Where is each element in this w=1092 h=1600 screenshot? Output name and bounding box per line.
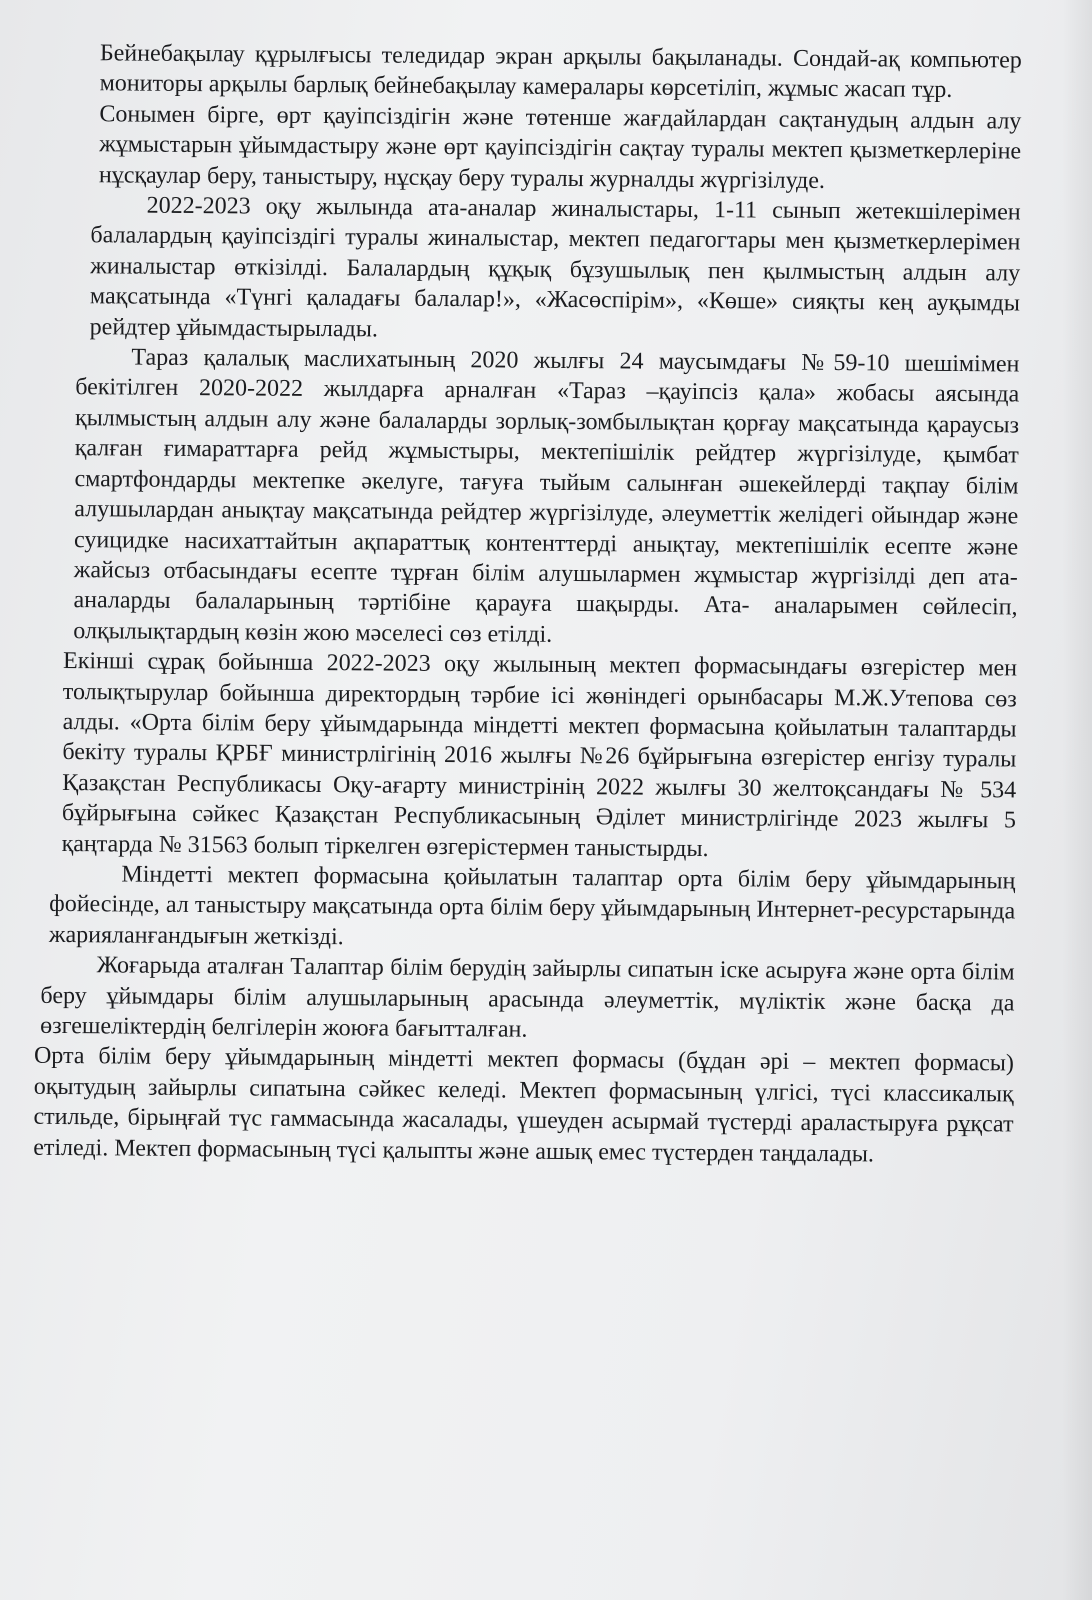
paragraph-parent-meetings: 2022-2023 оқу жылында ата-аналар жиналыстары, 1-11 сынып жетекшілерімен балалардың қауіпсіздігі туралы жиналыстар, мектеп педагогтары мен қызметкерлерімен жиналыстар өткізілді. Балалардың құқық бұзушылық пен қылмыстың алдын алу мақсатында «Түнгі қаладағы балалар!», «Жасөспірім», «Көше» сияқты кең ауқымды рейдтер ұйымдастырылады.	[89, 192, 1021, 343]
paragraph-uniform-style: Орта білім беру ұйымдарының міндетті мектеп формасы (бұдан әрі – мектеп формасы) оқытудың зайырлы сипатына сәйкес келеді. Мектеп формасының үлгісі, түсі классикалық стильде, бірыңғай түс гаммасында жасалады, үшеуден асырмай түстерді араластыруға рұқсат етіледі. Мектеп формасының түсі қалыпты және ашық емес түстерден таңдалады.	[33, 1043, 1015, 1168]
paper-edge-shadow	[1062, 0, 1092, 1600]
paragraph-requirements-purpose: Жоғарыда аталған Талаптар білім берудің зайырлы сипатын іске асыруға және орта білім беру ұйымдары білім алушыларының арасында әлеуметтік, мүліктік және басқа да өзгешеліктердің белгілерін жоюға бағытталған.	[40, 952, 1015, 1043]
paragraph-video-surveillance: Бейнебақылау құрылғысы теледидар экран арқылы бақыланады. Сондай-ақ компьютер мониторы арқылы барлық бейнебақылау камералары көрсетіліп, жұмыс жасап тұр.	[99, 40, 1022, 104]
document-body	[33, 38, 1022, 1171]
paragraph-safe-city-project: Тараз қалалық маслихатының 2020 жылғы 24 маусымдағы №59-10 шешімімен бекітілген 2020-2022 жылдарға арналған «Тараз –қауіпсіз қала» жобасы аясында қылмыстың алдын алу және балаларды зорлық-зомбылықтан қорғау мақсатында қараусыз қалған ғимараттарға рейд жұмыстыры, мектепішілік рейдтер жүргізілуде, қымбат смартфондарды мектепке әкелуге, тағуға тыйым салынған әшекейлерді тақпау білім алушылардан анықтау мақсатында рейдтер жүргізілуде, әлеуметтік желідегі ойындар және суицидке насихаттайтын ақпараттық контенттерді анықтау, мектепішілік есепте және жайсыз отбасындағы есепте тұрған білім алушылармен жұмыстар жүргізілді деп ата-аналарды балаларының тәртібіне қарауға шақырды. Ата- аналарымен сөйлесіп, олқылықтардың көзін жою мәселесі сөз етілді.	[73, 344, 1020, 648]
paragraph-uniform-requirements-published: Міндетті мектеп формасына қойылатын талаптар орта білім беру ұйымдарының фойесінде, ал таныстыру мақсатында орта білім беру ұйымдарының Интернет-ресурстарында жарияланғандығын жеткізді.	[48, 861, 1016, 951]
paragraph-fire-safety: Сонымен бірге, өрт қауіпсіздігін және төтенше жағдайлардан сақтанудың алдын алу жұмыстарын ұйымдастыру және өрт қауіпсіздігін сақтау туралы мектеп қызметкерлеріне нұсқаулар беру, таныстыру, нұсқау беру туралы журналды жүргізілуде.	[98, 101, 1022, 194]
paragraph-school-uniform-changes: Екінші сұрақ бойынша 2022-2023 оқу жылының мектеп формасындағы өзгерістер мен толықтырулар бойынша директордың тәрбие ісі жөніндегі орынбасары М.Ж.Утепова сөз алды. «Орта білім беру ұйымдарында міндетті мектеп формасына қойылатын талаптарды бекіту туралы ҚРБҒ министрлігінің 2016 жылғы №26 бұйрығына өзгерістер енгізу туралы Қазақстан Республикасы Оқу-ағарту министрінің 2022 жылғы 30 желтоқсандағы № 534 бұйрығына сәйкес Қазақстан Республикасының Әділет министрлігінде 2023 жылғы 5 қаңтарда № 31563 болып тіркелген өзгерістермен таныстырды.	[61, 648, 1018, 862]
